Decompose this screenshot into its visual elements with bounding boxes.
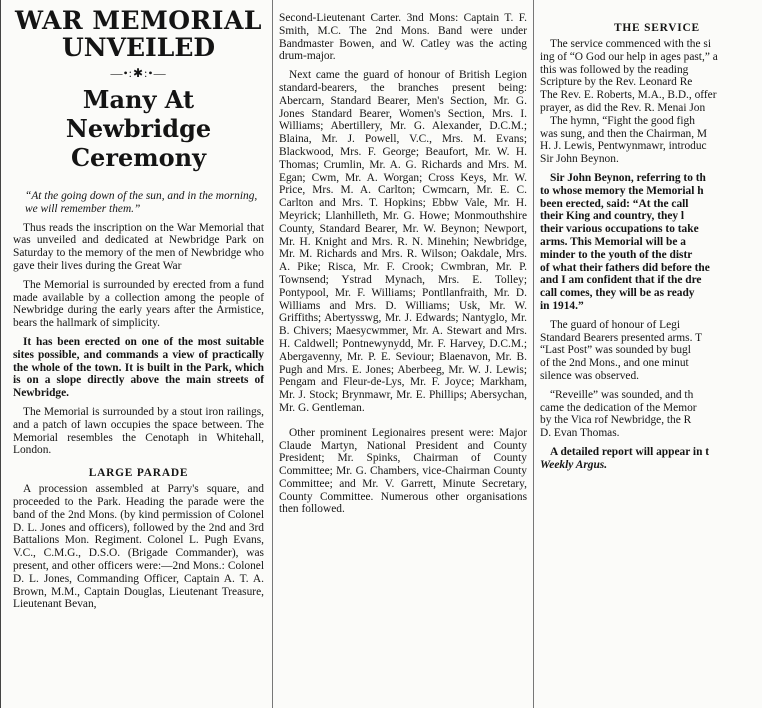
text-line: H. J. Lewis, Pentwynmawr, introduc: [540, 140, 707, 153]
paragraph-railings: The Memorial is surrounded by a stout iron railings, and a patch of lawn occupies the space between. The Memorial resembles the Cenotaph in Whitehall, London.: [13, 405, 264, 457]
text-line: The service commenced with the si: [550, 38, 711, 50]
text-line: Standard Bearers presented arms. T: [540, 331, 703, 344]
reveille-paragraph: [540, 389, 762, 440]
text-line: their King and country, they l: [540, 210, 685, 223]
report-paragraph: [540, 446, 762, 472]
text-line: and I am confident that if the dre: [540, 274, 702, 287]
column-1: [0, 0, 270, 708]
text-line: came the dedication of the Memor: [540, 401, 697, 414]
epigraph: “At the going down of the sun, and in the morning, we will remember them.”: [25, 190, 258, 215]
text-line: Sir John Beynon.: [540, 153, 619, 166]
text-line: The hymn, “Fight the good figh: [550, 114, 695, 127]
column-2: [272, 0, 534, 708]
text-line: prayer, as did the Rev. R. Menai Jon: [540, 101, 706, 114]
paragraph-officers: Second-Lieutenant Carter. 3nd Mons: Captain T. F. Smith, M.C. The 2nd Mons. Band were under Bandmaster Bowen, and W. Catley was the acting drum-major.: [279, 12, 527, 63]
text-line: silence was observed.: [540, 369, 640, 382]
section-heading-service: THE SERVICE: [614, 22, 700, 34]
text-line: The guard of honour of Legi: [550, 318, 681, 331]
text-line: by the Vica rof Newbridge, the R: [540, 414, 692, 427]
text-line: their various occupations to take: [540, 223, 699, 236]
text-line: The Rev. E. Roberts, M.A., B.D., offer: [540, 89, 717, 102]
paragraph-fund: The Memorial is surrounded by erected from a fund made available by a collection among the people of Newbridge during the early years after the Armistice, bears the hallmark of simplicity.: [13, 278, 264, 330]
beynon-paragraph: [540, 172, 762, 313]
text-line: been erected, said: “At the call: [540, 197, 689, 210]
text-line: in 1914.”: [540, 299, 584, 312]
headline: WAR MEMORIAL: [15, 6, 262, 35]
section-heading-large-parade: LARGE PARADE: [88, 467, 189, 480]
service-paragraph: [540, 38, 762, 166]
paragraph-inscription: Thus reads the inscription on the War Memorial that was unveiled and dedicated at Newbridge Park on Saturday to the memory of the men of Newbridge who gave their lives during the Great War: [13, 221, 264, 272]
text-line: Sir John Beynon, referring to th: [550, 171, 706, 184]
text-line: of the 2nd Mons., and one minut: [540, 357, 689, 370]
paragraph-procession: A procession assembled at Parry's square, and proceeded to the Park. Heading the parade were the band of the 2nd Mons. (by kind permission of Colonel D. L. Jones and officers), followed by the 2nd and 3rd Battalions Mon. Regiment. Colonel L. Pugh Evans, V.C., C.M.G., D.S.O. (Brigade Commander), was present, and other officers were:—2nd Mons.: Colonel D. L. Jones, Commanding Officer, Captain A. T. A. Brown, M.M., Captain Douglas, Lieutenant Treasure, Lieutenant Bevan,: [13, 483, 264, 611]
text-line: Weekly Argus.: [540, 458, 608, 471]
text-line: Scripture by the Rev. Leonard Re: [540, 76, 693, 89]
paragraph-site: It has been erected on one of the most suitable sites possible, and commands a view of practically the whole of the town. It is built in the Park, which is on a slope directly above the main streets of Newbridge.: [13, 335, 264, 400]
text-line: arms. This Memorial will be a: [540, 235, 686, 248]
text-line: “Reveille” was sounded, and th: [550, 388, 694, 401]
text-line: call comes, they will be as ready: [540, 287, 695, 300]
headline-second-line: UNVEILED: [61, 33, 216, 62]
column-3: [534, 0, 762, 708]
paragraph-legionaires: Other prominent Legionaires present were: Major Claude Martyn, National President and County President; Mr. Spinks, Chairman of County Committee; Mr. G. Chambers, vice-Chairman County Committee; and Mr. V. Garrett, Minute Secretary, County Committee. Numerous other organisations then followed.: [279, 426, 527, 516]
text-line: A detailed report will appear in t: [550, 445, 710, 458]
text-line: this was followed by the reading: [540, 63, 689, 76]
text-line: minder to the youth of the distr: [540, 248, 693, 261]
paragraph-standard-bearers: Next came the guard of honour of British Legion standard-bearers, the branches present being: Abercarn, Standard Bearer, Men's Section, Mr. G. Jones Standard Bearer, Women's Section, Mrs. I. Williams; Abertillery, Mr. G. Alexander, D.C.M.; Blaina, Mr. J. Powell, V.C., Mrs. M. Evans; Blackwood, Mrs. F. George; Beaufort, Mr. W. H. Thomas; Crumlin, Mr. A. G. Richards and Mrs. M. Egan; Cwm, Mr. A. Worgan; Cross Keys, Mr. W. Price, Mrs. M. A. Carlton; Cwmcarn, Mr. E. C. Carlton and Mrs. T. Hopkins; Ebbw Vale, Mr. H. Meyrick; Llanhilleth, Mr. G. Howe; Monmouthshire County, Standard Bearer, Mr. W. Beynon; Newport, Mr. H. Knight and Mrs. R. N. Minehin; Newbridge, Mr. M. Richards and Mrs. R. Wilson; Oakdale, Mrs. A. Pike; Risca, Mr. F. Crook; Cwmbran, Mr. P. Townsend; Ystrad Mynach, Mrs. E. Tolley; Pontypool, Mr. F. Williams; Pontllanfraith, Mr. D. Williams and Mrs. D. Williams; Usk, Mr. W. Griffiths; Abertysswg, Mr. J. Edwards; Nantyglo, Mr. B. Chivers; Maesycwmmer, Mr. A. Stewart and Mrs. H. Caldwell; Pontnewynydd, Mr. F. Harvey, D.C.M.; Abergavenny, Mr. P. E. Seviour; Blaenavon, Mr. B. Pugh and Mrs. E. Jones; Aberbeeg, Mr. W. J. Lewis; Pengam and Fleur-de-Lys, Mr. F. Joyce; Markham, Mr. J. Stock; Brynmawr, Mr. E. Phillips; Abersychan, Mr. G. Gentleman.: [279, 69, 527, 414]
text-line: to whose memory the Memorial h: [540, 184, 704, 197]
text-line: “Last Post” was sounded by bugl: [540, 344, 691, 357]
text-line: ing of “O God our help in ages past,” a: [540, 50, 718, 63]
text-line: was sung, and then the Chairman, M: [540, 127, 708, 140]
ornament-divider: —•:✱:•—: [110, 66, 167, 80]
text-line: D. Evan Thomas.: [540, 427, 620, 440]
text-line: of what their fathers did before the: [540, 261, 710, 274]
guard-paragraph: [540, 319, 762, 383]
subheadline: Many At Newbridge Ceremony: [65, 85, 212, 172]
